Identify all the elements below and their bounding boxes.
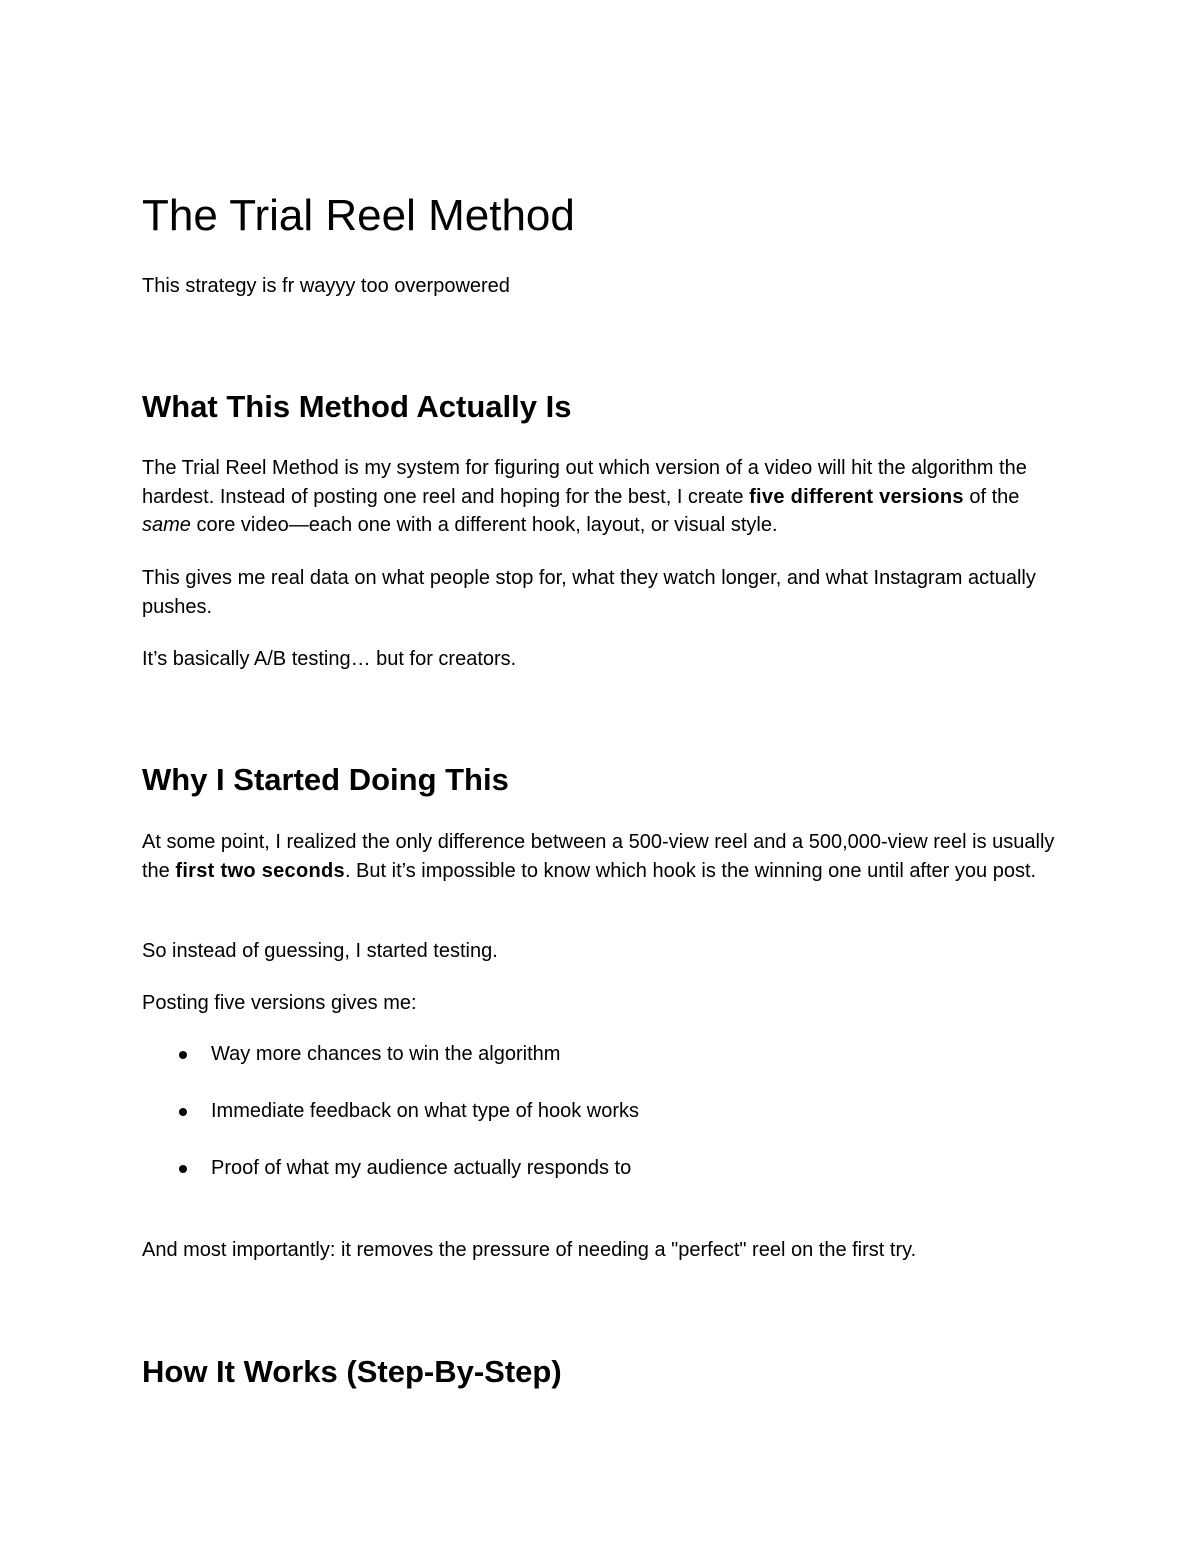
bold-text: first two seconds bbox=[175, 859, 345, 882]
list-item bbox=[142, 1154, 639, 1211]
document-title: The Trial Reel Method bbox=[142, 191, 575, 240]
list-item-text: Proof of what my audience actually responds to bbox=[211, 1157, 632, 1179]
section-heading-why-started: Why I Started Doing This bbox=[142, 762, 509, 797]
bullet-icon bbox=[179, 1051, 187, 1059]
text: At some point, I realized the only difference between a 500-view reel and a 500,000-view reel is usually the bbox=[142, 831, 1055, 882]
list-item bbox=[142, 1040, 639, 1097]
benefits-list bbox=[142, 1040, 639, 1211]
text: of the bbox=[963, 485, 1020, 508]
bold-text: five different versions bbox=[749, 485, 964, 508]
paragraph-method-description bbox=[142, 454, 1072, 540]
section-heading-what-it-is: What This Method Actually Is bbox=[142, 389, 572, 424]
section-heading-how-it-works: How It Works (Step-By-Step) bbox=[142, 1354, 562, 1389]
paragraph-first-two-seconds bbox=[142, 828, 1072, 885]
paragraph-ab-testing: It’s basically A/B testing… but for creators. bbox=[142, 648, 517, 670]
list-item-text: Way more chances to win the algorithm bbox=[211, 1043, 561, 1065]
bullet-icon bbox=[179, 1108, 187, 1116]
paragraph-started-testing: So instead of guessing, I started testing. bbox=[142, 940, 498, 962]
text: The Trial Reel Method is my system for figuring out which version of a video will hit the algorithm the hardest. Instead of posting one reel and hoping for the best, I create bbox=[142, 457, 1027, 508]
list-item-text: Immediate feedback on what type of hook works bbox=[211, 1100, 640, 1122]
paragraph-removes-pressure: And most importantly: it removes the pressure of needing a "perfect" reel on the first try. bbox=[142, 1239, 917, 1261]
text: core video—each one with a different hook, layout, or visual style. bbox=[190, 514, 778, 536]
text: . But it’s impossible to know which hook is the winning one until after you post. bbox=[344, 859, 1037, 882]
paragraph-five-versions: Posting five versions gives me: bbox=[142, 992, 417, 1014]
bullet-icon bbox=[179, 1165, 187, 1173]
list-item bbox=[142, 1097, 639, 1154]
document-subtitle: This strategy is fr wayyy too overpowered bbox=[142, 275, 510, 297]
paragraph-real-data: This gives me real data on what people stop for, what they watch longer, and what Instagram actually pushes. bbox=[142, 567, 1036, 618]
italic-text: same bbox=[142, 514, 191, 536]
